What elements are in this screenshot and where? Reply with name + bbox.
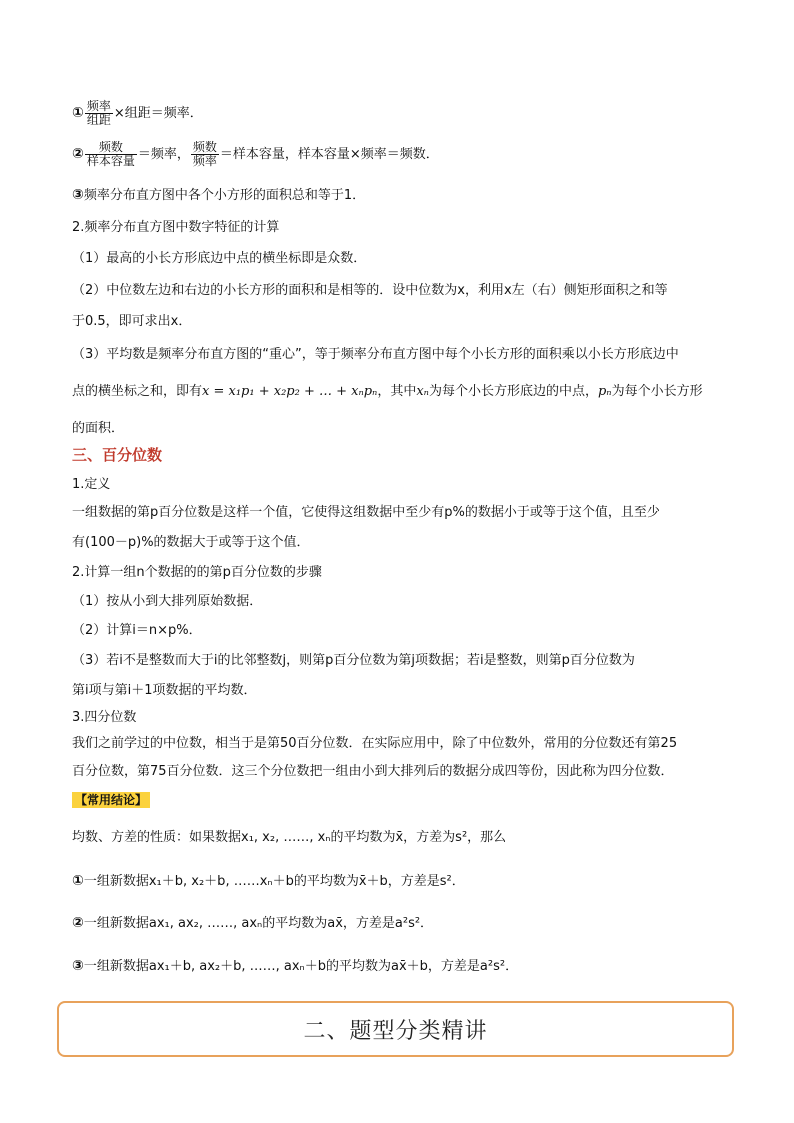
paragraph: （2）中位数左边和右边的小长方形的面积和是相等的．设中位数为x，利用x左（右）侧矩形面积之和等 bbox=[72, 283, 668, 298]
paragraph: 于0.5，即可求出x． bbox=[72, 314, 192, 329]
paragraph: 有(100－p)%的数据大于或等于这个值． bbox=[72, 535, 310, 550]
circled-number: ② bbox=[72, 146, 84, 162]
paragraph: （3）若i不是整数而大于i的比邻整数j，则第p百分位数为第j项数据；若i是整数，则第p百分位数为 bbox=[72, 653, 635, 668]
paragraph: （1）最高的小长方形底边中点的横坐标即是众数． bbox=[72, 251, 367, 266]
section-title: 2.计算一组n个数据的的第p百分位数的步骤 bbox=[72, 565, 322, 580]
property-1: ①一组新数据x₁＋b, x₂＋b, ……xₙ＋b的平均数为x̄＋b，方差是s²． bbox=[72, 873, 465, 889]
fraction: $\frac{\text{频率}}{\text{组距}}$ bbox=[86, 99, 111, 127]
property-3: ③一组新数据ax₁＋b, ax₂＋b, ……, axₙ＋b的平均数为ax̄＋b，方差是a²s²． bbox=[72, 958, 519, 974]
circled-number: ③ bbox=[72, 958, 84, 974]
conclusion-tag: 【常用结论】 bbox=[72, 792, 150, 808]
paragraph: 的面积． bbox=[72, 421, 125, 436]
conclusion-tag-row bbox=[72, 791, 150, 810]
circled-number: ② bbox=[72, 915, 84, 931]
circled-number: ① bbox=[72, 105, 84, 121]
section-title: 2.频率分布直方图中数字特征的计算 bbox=[72, 220, 280, 235]
fraction: $\frac{\text{频数}}{\text{频率}}$ bbox=[192, 140, 217, 168]
paragraph: 第i项与第i＋1项数据的平均数． bbox=[72, 683, 257, 698]
paragraph: 一组数据的第p百分位数是这样一个值，它使得这组数据中至少有p%的数据小于或等于这个值，且至少 bbox=[72, 505, 660, 520]
rule-1: ① $\frac{\text{频率}}{\text{组距}}$ ×组距＝频率． bbox=[72, 99, 203, 127]
paragraph: （2）计算i＝n×p%． bbox=[72, 623, 202, 638]
paragraph: 均数、方差的性质：如果数据x₁, x₂, ……, xₙ的平均数为x̄，方差为s²，那么 bbox=[72, 830, 507, 845]
paragraph: 我们之前学过的中位数，相当于是第50百分位数．在实际应用中，除了中位数外，常用的分位数还有第25 bbox=[72, 736, 678, 751]
circled-number: ③ bbox=[72, 187, 84, 203]
property-2: ②一组新数据ax₁, ax₂, ……, axₙ的平均数为ax̄，方差是a²s²． bbox=[72, 915, 434, 931]
rule-3: ③频率分布直方图中各个小方形的面积总和等于1． bbox=[72, 187, 366, 203]
section-banner bbox=[57, 1001, 734, 1057]
circled-number: ① bbox=[72, 873, 84, 889]
paragraph-formula: 点的横坐标之和，即有x = x₁p₁ + x₂p₂ + … + xₙpₙ，其中xₙ为每个小长方形底边的中点，pₙ为每个小长方形 bbox=[72, 384, 703, 399]
banner-title: 二、题型分类精讲 bbox=[303, 1018, 488, 1044]
paragraph: 百分位数，第75百分位数．这三个分位数把一组由小到大排列后的数据分成四等份，因此称为四分位数． bbox=[72, 764, 674, 779]
rule-2: ② $\frac{\text{频数}}{\text{样本容量}}$ ＝频率， $\frac{\text{频数}}{\text{频率}}$ ＝样本容量，样本容量×频率＝频数． bbox=[72, 140, 439, 168]
mean-formula: x = x₁p₁ + x₂p₂ + … + xₙpₙ bbox=[202, 384, 378, 399]
heading-percentile: 三、百分位数 bbox=[72, 446, 163, 464]
paragraph: （3）平均数是频率分布直方图的“重心”，等于频率分布直方图中每个小长方形的面积乘以小长方形底边中 bbox=[72, 347, 679, 362]
section-title: 1.定义 bbox=[72, 477, 111, 492]
paragraph: （1）按从小到大排列原始数据． bbox=[72, 594, 263, 609]
fraction: $\frac{\text{频数}}{\text{样本容量}}$ bbox=[86, 140, 135, 168]
section-title: 3.四分位数 bbox=[72, 710, 137, 725]
